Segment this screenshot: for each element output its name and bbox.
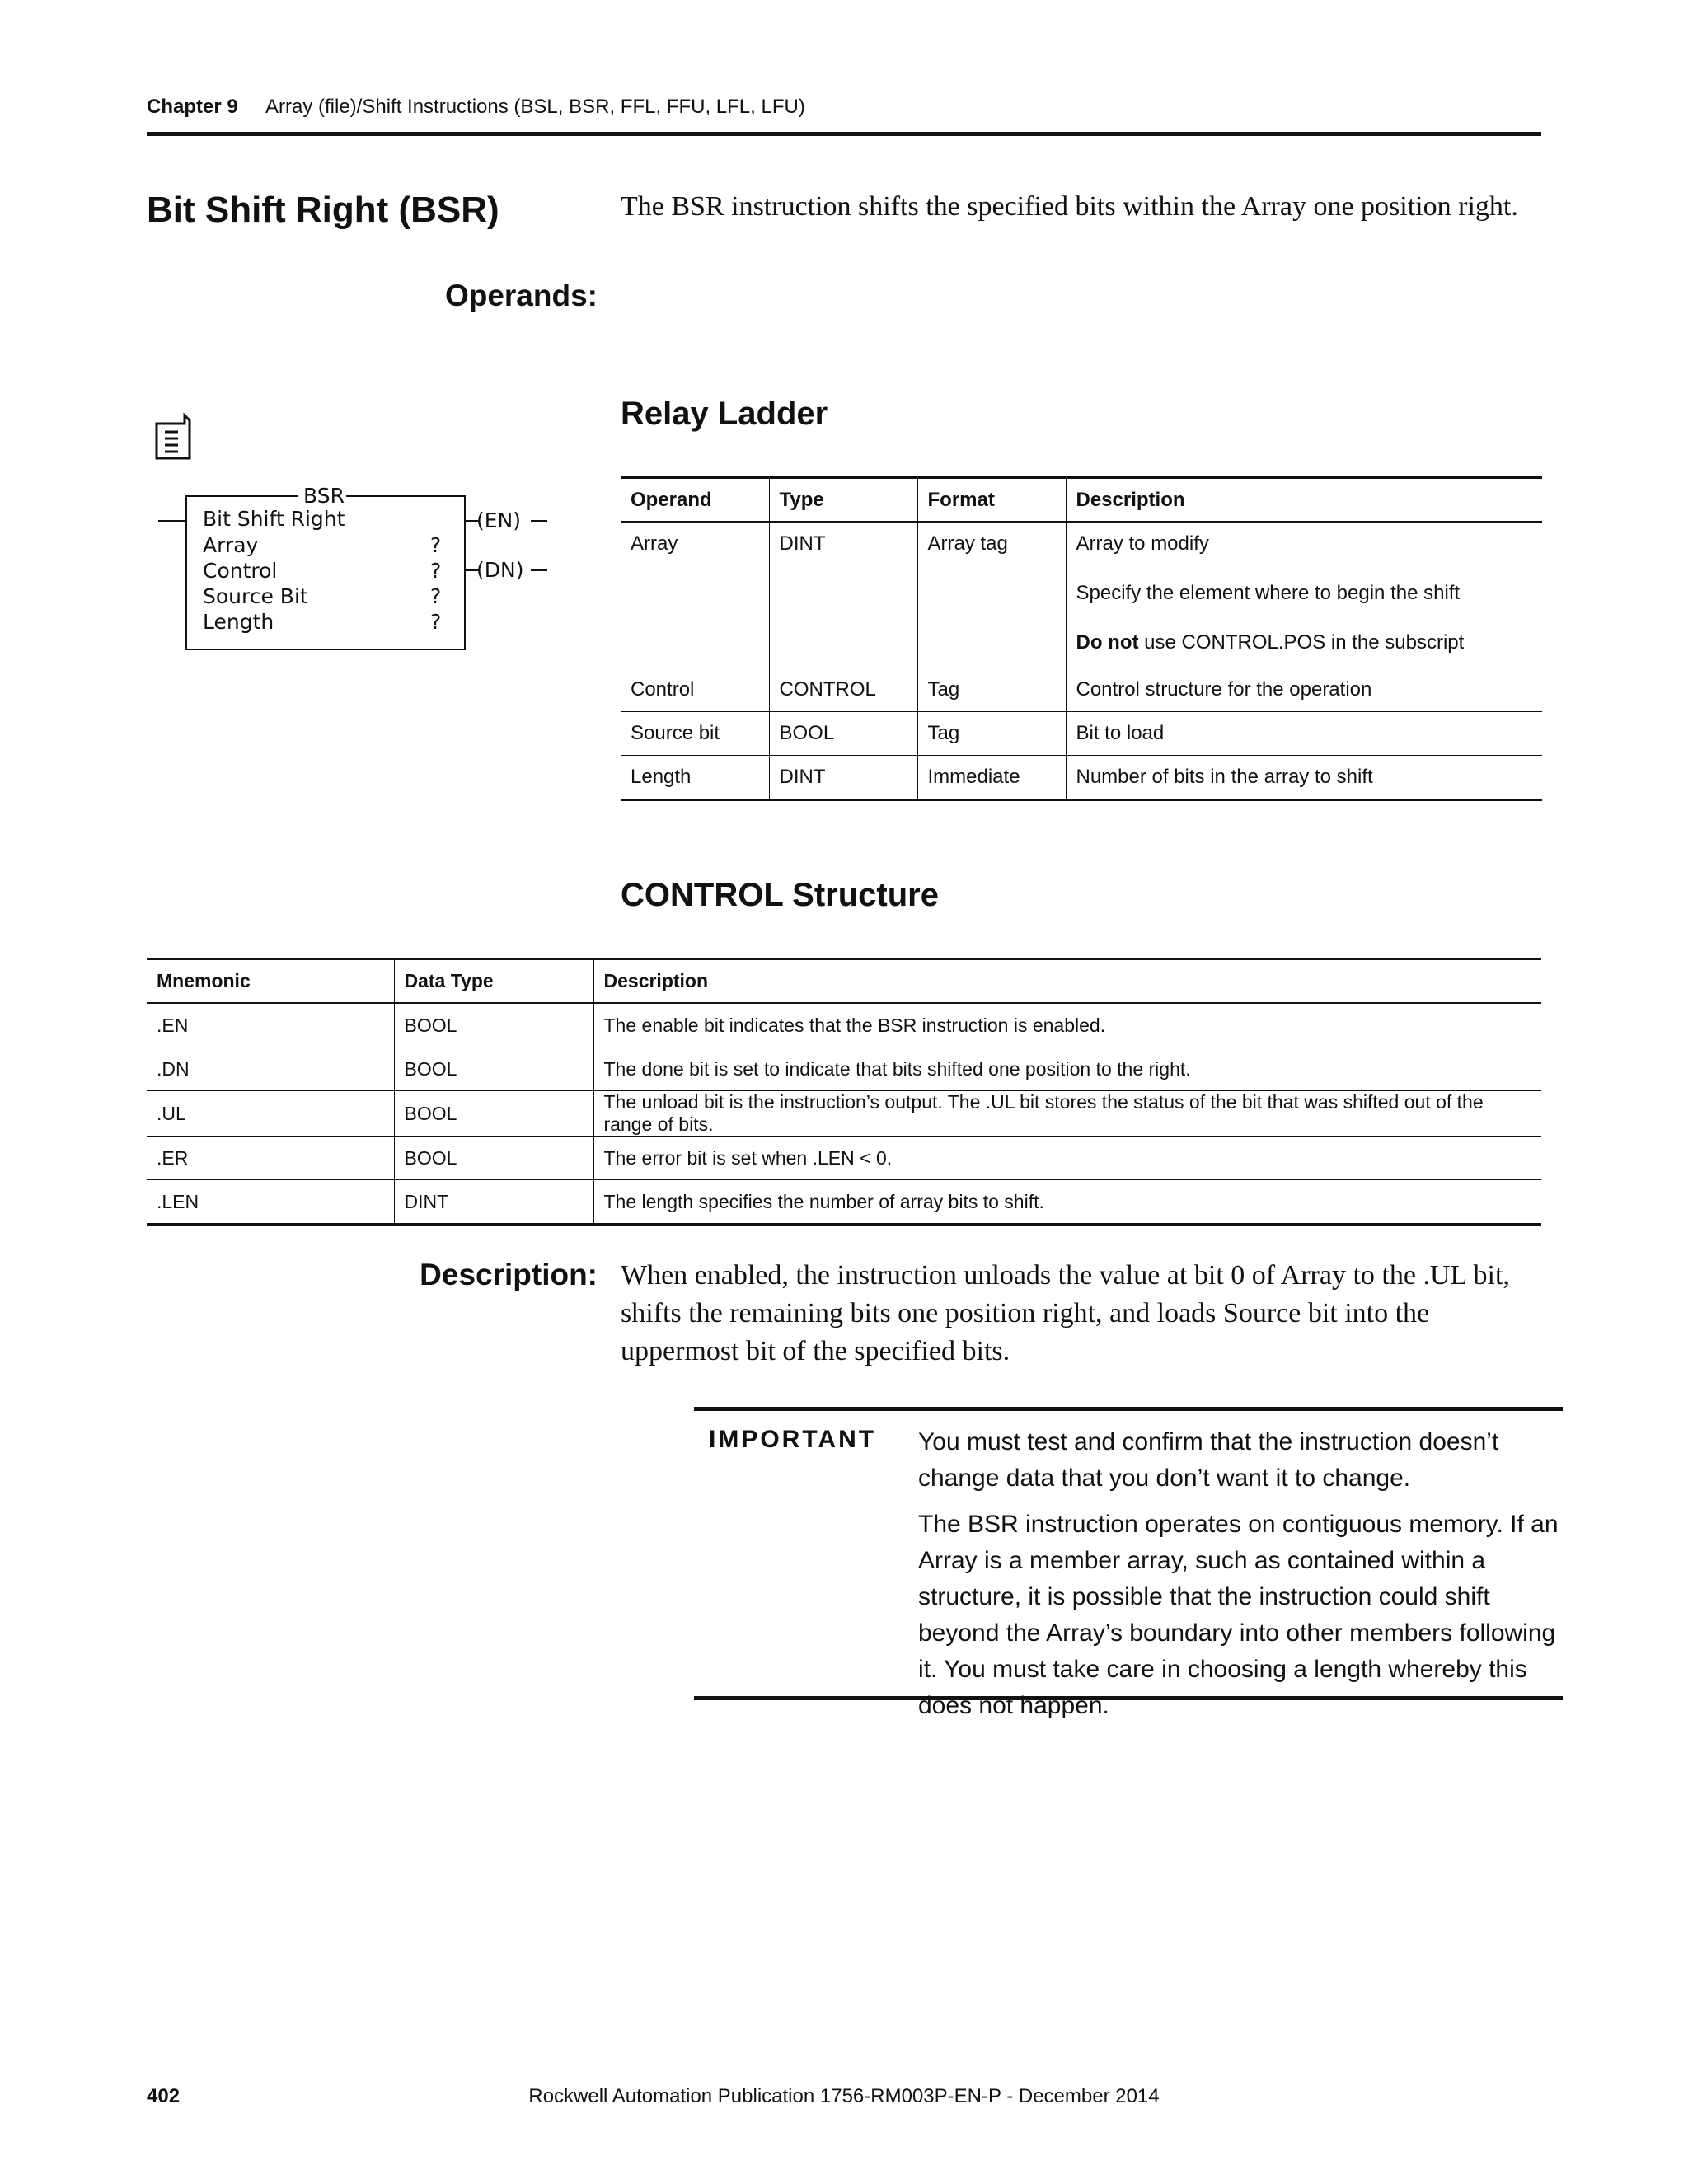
- param-length-value: ?: [430, 610, 442, 634]
- operand-table: [621, 476, 1542, 801]
- block-name: BSR: [303, 484, 345, 508]
- header-rule: [147, 132, 1541, 136]
- description-cell: Number of bits in the array to shift: [1066, 756, 1542, 800]
- col-header: Type: [769, 478, 917, 523]
- chapter-title: Array (file)/Shift Instructions (BSL, BSR, FFL, FFU, LFL, LFU): [265, 96, 805, 118]
- table-row: [147, 1091, 1541, 1137]
- operand-cell: Length: [631, 766, 692, 788]
- col-header: Mnemonic: [157, 970, 251, 991]
- output-dn: (DN): [476, 558, 524, 582]
- table-header-row: [621, 478, 1542, 523]
- type-cell: DINT: [769, 756, 917, 800]
- publication-footer: Rockwell Automation Publication 1756-RM003P-EN-P - December 2014: [528, 2085, 1160, 2107]
- table-row: [147, 1003, 1541, 1047]
- block-function: Bit Shift Right: [203, 507, 345, 531]
- operands-label: Operands:: [444, 279, 598, 312]
- important-body: [918, 1424, 1561, 1734]
- description-cell: The done bit is set to indicate that bits shifted one position to the right.: [593, 1047, 1541, 1091]
- type-cell: BOOL: [394, 1091, 593, 1137]
- type-cell: BOOL: [769, 712, 917, 756]
- section-title: Bit Shift Right (BSR): [147, 190, 499, 230]
- type-cell: CONTROL: [769, 668, 917, 712]
- important-paragraph: You must test and confirm that the instruction doesn’t change data that you don’t want it to change.: [918, 1428, 1499, 1492]
- param-source-label: Source Bit: [203, 584, 308, 608]
- format-cell: Tag: [917, 668, 1066, 712]
- table-row: [147, 1180, 1541, 1225]
- description-cell: Array to modify Specify the element where to begin the shift Do not use CONTROL.POS in the subscript: [1066, 522, 1542, 668]
- control-structure-title: CONTROL Structure: [621, 877, 939, 913]
- important-notice: [694, 1407, 1563, 1719]
- table-row: [147, 1047, 1541, 1091]
- description-cell: Control structure for the operation: [1066, 668, 1542, 712]
- description-label: Description:: [420, 1258, 598, 1291]
- operand-cell: Control: [631, 678, 695, 701]
- type-cell: BOOL: [394, 1137, 593, 1180]
- intro-text: The BSR instruction shifts the specified bits within the Array one position right.: [621, 191, 1518, 222]
- col-header: Data Type: [394, 959, 593, 1004]
- description-text: When enabled, the instruction unloads the value at bit 0 of Array to the .UL bit, shifts the remaining bits one position right, and loads Source bit into the uppermost bit of the specified bits.: [621, 1260, 1510, 1366]
- mnemonic-cell: .ER: [157, 1146, 189, 1169]
- relay-ladder-title: Relay Ladder: [621, 396, 828, 432]
- param-control-label: Control: [203, 559, 278, 583]
- param-length-label: Length: [203, 610, 274, 634]
- col-header: Format: [917, 478, 1066, 523]
- type-cell: BOOL: [394, 1047, 593, 1091]
- type-cell: DINT: [394, 1180, 593, 1225]
- important-paragraph: The BSR instruction operates on contiguous memory. If an Array is a member array, such as contained within a structure, it is possible that the instruction could shift beyond the Array’s boundary into other members following it. You must take care in choosing a length whereby this does not happen.: [918, 1511, 1559, 1719]
- col-header: Description: [1066, 478, 1542, 523]
- description-cell: The length specifies the number of array bits to shift.: [593, 1180, 1541, 1225]
- format-cell: Immediate: [917, 756, 1066, 800]
- ladder-notes-icon: [157, 415, 190, 458]
- format-cell: Tag: [917, 712, 1066, 756]
- format-cell: Array tag: [917, 522, 1066, 668]
- description-cell: The unload bit is the instruction’s output. The .UL bit stores the status of the bit that was shifted out of the range of bits.: [593, 1091, 1541, 1137]
- param-control-value: ?: [430, 559, 442, 583]
- bsr-ladder-diagram: [148, 412, 593, 676]
- control-structure-table: [147, 958, 1541, 1226]
- operand-cell: Source bit: [631, 722, 720, 744]
- description-cell: Bit to load: [1066, 712, 1542, 756]
- table-row: [147, 1137, 1541, 1180]
- col-header: Description: [593, 959, 1541, 1004]
- operand-cell: Array: [631, 532, 678, 555]
- param-source-value: ?: [430, 584, 442, 608]
- table-row: [621, 668, 1542, 712]
- table-row: [621, 522, 1542, 668]
- type-cell: DINT: [769, 522, 917, 668]
- output-en: (EN): [476, 509, 522, 532]
- param-array-label: Array: [203, 533, 259, 557]
- type-cell: BOOL: [394, 1003, 593, 1047]
- table-row: [621, 712, 1542, 756]
- important-label: IMPORTANT: [709, 1426, 877, 1453]
- param-array-value: ?: [430, 533, 442, 557]
- description-cell: The enable bit indicates that the BSR instruction is enabled.: [593, 1003, 1541, 1047]
- mnemonic-cell: .UL: [157, 1102, 186, 1124]
- mnemonic-cell: .DN: [157, 1057, 190, 1080]
- col-header: Operand: [631, 488, 712, 511]
- table-row: [621, 756, 1542, 800]
- mnemonic-cell: .EN: [157, 1014, 189, 1036]
- mnemonic-cell: .LEN: [157, 1190, 199, 1212]
- description-cell: The error bit is set when .LEN < 0.: [593, 1137, 1541, 1180]
- table-header-row: [147, 959, 1541, 1004]
- page-number: 402: [147, 2085, 181, 2107]
- chapter-label: Chapter 9: [147, 96, 238, 118]
